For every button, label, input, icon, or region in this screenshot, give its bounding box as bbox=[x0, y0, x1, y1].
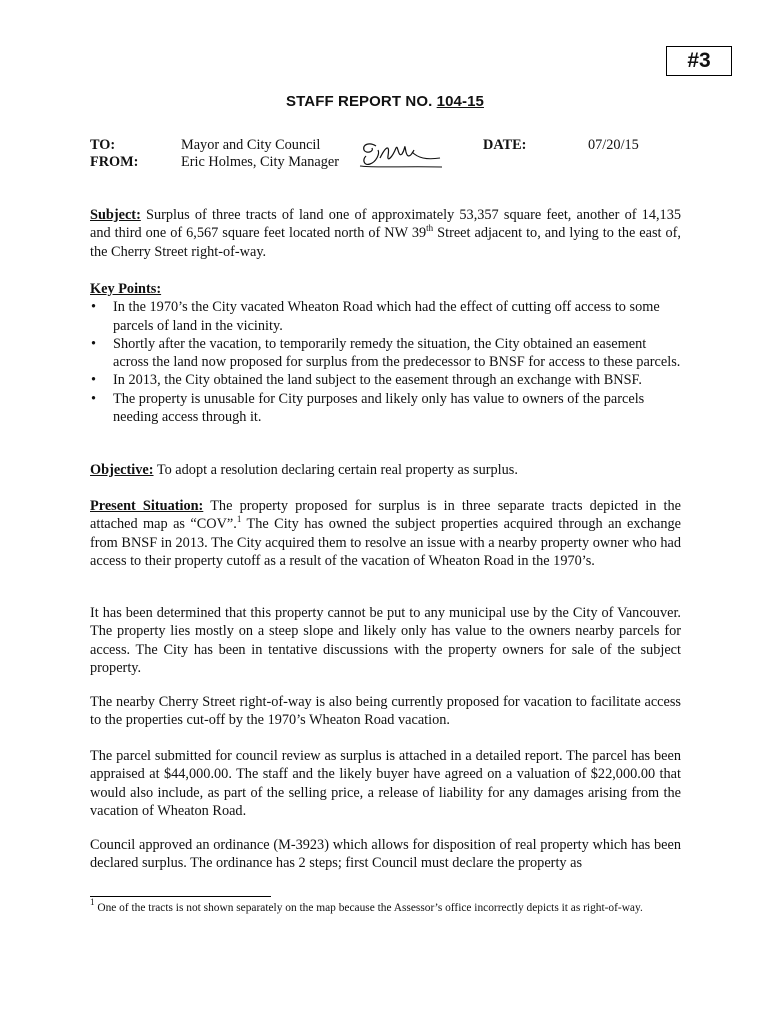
key-point-text: Shortly after the vacation, to temporarily remedy the situation, the City obtained an easement across the land now proposed for surplus from the predecessor to BNSF for access to these parcels. bbox=[113, 335, 681, 371]
body-paragraph-2: The nearby Cherry Street right-of-way is also being currently proposed for vacation to facilitate access to the properties cut-off by the 1970’s Wheaton Road vacation. bbox=[90, 694, 681, 729]
footnote-divider bbox=[90, 896, 271, 897]
to-value: Mayor and City Council bbox=[181, 137, 321, 153]
footnote-reference: 1 bbox=[236, 514, 242, 525]
footnote-text: One of the tracts is not shown separately on the map because the Assessor’s office incorrectly depicts it as right-of-way. bbox=[97, 902, 643, 914]
key-point-text: In 2013, the City obtained the land subject to the easement through an exchange with BNSF. bbox=[113, 372, 642, 389]
date-label: DATE: bbox=[483, 137, 527, 153]
body-paragraph-3: The parcel submitted for council review as surplus is attached in a detailed report. The parcel has been appraised at $44,000.00. The staff and the likely buyer have agreed on a valuation of $22,000.00 that would also include, as part of the selling price, a release of liability for any damages arising from the vacation of Wheaton Road. bbox=[90, 748, 681, 819]
report-title-prefix: STAFF REPORT NO. bbox=[286, 93, 433, 110]
agenda-item-number: #3 bbox=[666, 46, 732, 76]
key-points-section bbox=[90, 280, 681, 426]
footnote bbox=[90, 897, 681, 916]
report-title bbox=[0, 93, 770, 110]
to-label: TO: bbox=[90, 137, 116, 153]
key-point-text: The property is unusable for City purposes and likely only has value to owners of the parcels needing access through it. bbox=[113, 390, 645, 426]
subject-text-b: Street adjacent to, and lying to the east of, the Cherry Street right-of-way. bbox=[90, 225, 681, 260]
handwritten-signature bbox=[356, 136, 444, 172]
list-item bbox=[90, 335, 681, 372]
subject-label: Subject: bbox=[90, 207, 141, 223]
bullet-icon: • bbox=[91, 299, 97, 316]
subject-superscript: th bbox=[426, 223, 434, 234]
subject-paragraph bbox=[90, 206, 681, 261]
present-situation-text-b: The City has owned the subject properties acquired through an exchange from BNSF in 2013. The City acquired them to resolve an issue with a nearby property owner who had access to their property cutoff as a result of the vacation of Wheaton Road in the 1970’s. bbox=[90, 516, 682, 569]
key-point-text: In the 1970’s the City vacated Wheaton Road which had the effect of cutting off access to some parcels of land in the vicinity. bbox=[113, 299, 660, 334]
from-label: FROM: bbox=[90, 154, 139, 170]
objective-paragraph bbox=[90, 461, 681, 479]
report-number: 104-15 bbox=[436, 93, 484, 110]
subject-text-a: Surplus of three tracts of land one of approximately 53,357 square feet, another of 14,135 and third one of 6,567 square feet located north of NW 39 bbox=[90, 207, 681, 242]
objective-label: Objective: bbox=[90, 462, 154, 478]
bullet-icon: • bbox=[91, 372, 97, 389]
present-situation-text-a: The property proposed for surplus is in three separate tracts depicted in the attached map as “COV”. bbox=[90, 498, 681, 533]
footnote-marker: 1 bbox=[90, 897, 95, 907]
objective-text: To adopt a resolution declaring certain real property as surplus. bbox=[156, 462, 518, 478]
present-situation-label: Present Situation: bbox=[90, 498, 204, 514]
present-situation-paragraph bbox=[90, 497, 681, 570]
list-item bbox=[90, 298, 681, 335]
body-paragraph-4: Council approved an ordinance (M-3923) which allows for disposition of real property which has been declared surplus. The ordinance has 2 steps; first Council must declare the property as bbox=[90, 837, 681, 872]
list-item bbox=[90, 371, 681, 389]
bullet-icon: • bbox=[91, 390, 97, 407]
key-points-label: Key Points: bbox=[90, 281, 162, 297]
from-value: Eric Holmes, City Manager bbox=[181, 154, 340, 170]
key-points-list bbox=[90, 298, 681, 426]
bullet-icon: • bbox=[91, 335, 97, 352]
date-value: 07/20/15 bbox=[588, 137, 639, 153]
body-paragraph-1: It has been determined that this property cannot be put to any municipal use by the City of Vancouver. The property lies mostly on a steep slope and likely only has value to the owners nearby parcels for access. The City has been in tentative discussions with the property owners for sale of the subject property. bbox=[90, 605, 681, 676]
list-item bbox=[90, 390, 681, 427]
